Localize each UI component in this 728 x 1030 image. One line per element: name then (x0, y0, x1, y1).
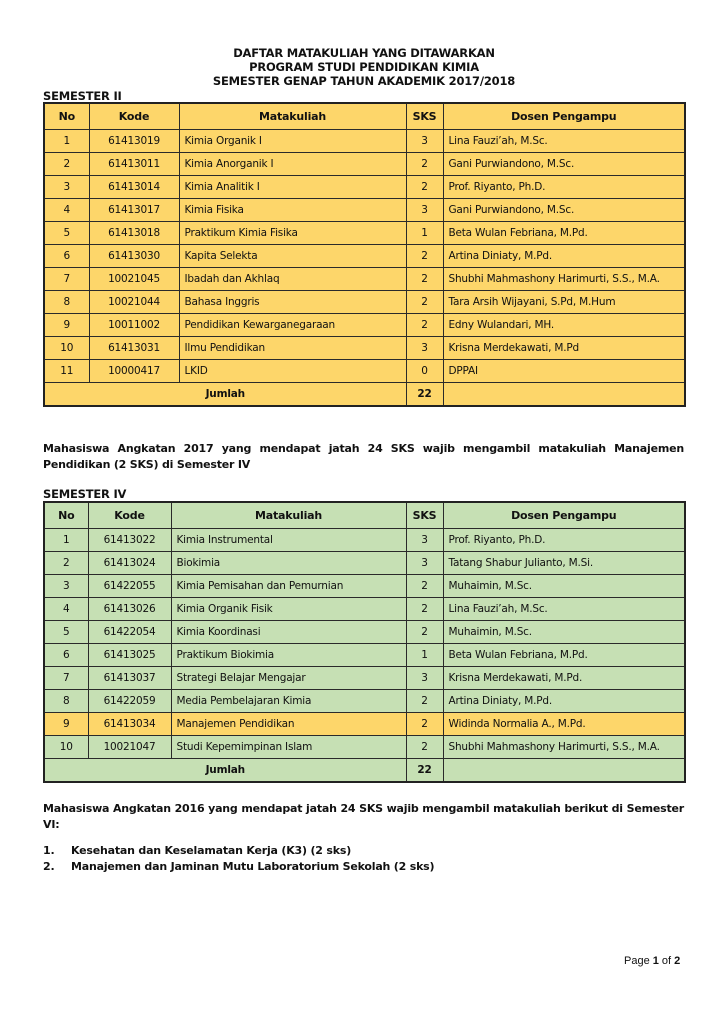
cell-matakuliah: Ibadah dan Akhlaq (179, 268, 406, 291)
cell-dosen: Krisna Merdekawati, M.Pd (443, 337, 685, 360)
cell-sks: 2 (406, 268, 443, 291)
empty-cell (443, 383, 685, 407)
semester-4-label: SEMESTER IV (43, 487, 127, 501)
cell-matakuliah: Kapita Selekta (179, 245, 406, 268)
table-row (44, 644, 685, 667)
cell-dosen: Shubhi Mahmashony Harimurti, S.S., M.A. (443, 736, 685, 759)
cell-kode: 61413034 (88, 713, 171, 736)
col-header-no: No (44, 103, 89, 130)
cell-no: 1 (44, 529, 88, 552)
table-row (44, 314, 685, 337)
cell-dosen: Edny Wulandari, MH. (443, 314, 685, 337)
cell-sks: 2 (406, 245, 443, 268)
cell-matakuliah: Manajemen Pendidikan (171, 713, 406, 736)
cell-sks: 2 (406, 713, 443, 736)
cell-no: 9 (44, 314, 89, 337)
cell-no: 5 (44, 222, 89, 245)
table-row (44, 360, 685, 383)
table-row (44, 690, 685, 713)
cell-matakuliah: Ilmu Pendidikan (179, 337, 406, 360)
cell-kode: 10000417 (89, 360, 179, 383)
current-page: 1 (652, 955, 659, 967)
cell-dosen: Beta Wulan Febriana, M.Pd. (443, 644, 685, 667)
required-courses-list (43, 843, 434, 875)
cell-sks: 3 (406, 529, 443, 552)
cell-dosen: Artina Diniaty, M.Pd. (443, 245, 685, 268)
cell-matakuliah: Biokimia (171, 552, 406, 575)
cell-matakuliah: LKID (179, 360, 406, 383)
cell-no: 3 (44, 176, 89, 199)
cell-sks: 3 (406, 337, 443, 360)
list-number: 1. (43, 844, 55, 857)
table-row (44, 667, 685, 690)
cell-sks: 1 (406, 222, 443, 245)
cell-matakuliah: Studi Kepemimpinan Islam (171, 736, 406, 759)
cell-kode: 61422055 (88, 575, 171, 598)
cell-dosen: DPPAI (443, 360, 685, 383)
title-line-3: SEMESTER GENAP TAHUN AKADEMIK 2017/2018 (212, 74, 516, 88)
cell-dosen: Krisna Merdekawati, M.Pd. (443, 667, 685, 690)
col-header-kode: Kode (88, 502, 171, 529)
cell-kode: 61413014 (89, 176, 179, 199)
cell-matakuliah: Kimia Anorganik I (179, 153, 406, 176)
table-header-row (44, 103, 685, 130)
empty-cell (443, 759, 685, 783)
note-angkatan-2016: Mahasiswa Angkatan 2016 yang mendapat jatah 24 SKS wajib mengambil matakuliah berikut di Semester VI: (43, 802, 684, 831)
col-header-sks: SKS (406, 502, 443, 529)
cell-no: 1 (44, 130, 89, 153)
cell-kode: 61413022 (88, 529, 171, 552)
semester-4-table (43, 501, 686, 783)
table-row (44, 337, 685, 360)
cell-kode: 61413025 (88, 644, 171, 667)
cell-dosen: Prof. Riyanto, Ph.D. (443, 529, 685, 552)
cell-matakuliah: Pendidikan Kewarganegaraan (179, 314, 406, 337)
cell-no: 4 (44, 199, 89, 222)
list-item (43, 843, 434, 859)
cell-dosen: Tatang Shabur Julianto, M.Si. (443, 552, 685, 575)
cell-sks: 2 (406, 291, 443, 314)
cell-sks: 3 (406, 552, 443, 575)
cell-no: 10 (44, 736, 88, 759)
cell-dosen: Shubhi Mahmashony Harimurti, S.S., M.A. (443, 268, 685, 291)
cell-no: 3 (44, 575, 88, 598)
table-row (44, 268, 685, 291)
cell-no: 10 (44, 337, 89, 360)
cell-kode: 61413019 (89, 130, 179, 153)
semester-2-label: SEMESTER II (43, 89, 122, 103)
cell-dosen: Lina Fauzi’ah, M.Sc. (443, 130, 685, 153)
cell-dosen: Gani Purwiandono, M.Sc. (443, 153, 685, 176)
cell-sks: 3 (406, 667, 443, 690)
cell-dosen: Artina Diniaty, M.Pd. (443, 690, 685, 713)
cell-matakuliah: Bahasa Inggris (179, 291, 406, 314)
cell-no: 8 (44, 291, 89, 314)
cell-matakuliah: Kimia Instrumental (171, 529, 406, 552)
table-row (44, 130, 685, 153)
cell-sks: 2 (406, 575, 443, 598)
cell-dosen: Lina Fauzi’ah, M.Sc. (443, 598, 685, 621)
cell-sks: 1 (406, 644, 443, 667)
table-row (44, 291, 685, 314)
cell-sks: 0 (406, 360, 443, 383)
cell-kode: 61413030 (89, 245, 179, 268)
cell-kode: 61422059 (88, 690, 171, 713)
cell-no: 2 (44, 153, 89, 176)
cell-sks: 2 (406, 153, 443, 176)
cell-kode: 10021045 (89, 268, 179, 291)
cell-matakuliah: Media Pembelajaran Kimia (171, 690, 406, 713)
cell-no: 5 (44, 621, 88, 644)
cell-sks: 2 (406, 176, 443, 199)
cell-dosen: Muhaimin, M.Sc. (443, 621, 685, 644)
cell-sks: 2 (406, 690, 443, 713)
col-header-kode: Kode (89, 103, 179, 130)
page-number: Page 1 of 2 (624, 955, 681, 967)
document-title (0, 46, 728, 88)
jumlah-row (44, 383, 685, 407)
total-sks: 22 (406, 759, 443, 783)
jumlah-row (44, 759, 685, 783)
cell-matakuliah: Kimia Pemisahan dan Pemurnian (171, 575, 406, 598)
cell-dosen: Prof. Riyanto, Ph.D. (443, 176, 685, 199)
cell-sks: 2 (406, 598, 443, 621)
cell-matakuliah: Kimia Analitik I (179, 176, 406, 199)
table-row (44, 736, 685, 759)
cell-matakuliah: Kimia Organik Fisik (171, 598, 406, 621)
table-row (44, 713, 685, 736)
cell-no: 4 (44, 598, 88, 621)
cell-dosen: Widinda Normalia A., M.Pd. (443, 713, 685, 736)
cell-kode: 61413037 (88, 667, 171, 690)
cell-dosen: Muhaimin, M.Sc. (443, 575, 685, 598)
col-header-dosen: Dosen Pengampu (443, 502, 685, 529)
cell-matakuliah: Strategi Belajar Mengajar (171, 667, 406, 690)
col-header-matakuliah: Matakuliah (179, 103, 406, 130)
cell-kode: 61413018 (89, 222, 179, 245)
cell-sks: 3 (406, 130, 443, 153)
col-header-no: No (44, 502, 88, 529)
cell-kode: 10021047 (88, 736, 171, 759)
title-line-2: PROGRAM STUDI PENDIDIKAN KIMIA (249, 60, 479, 74)
table-row (44, 529, 685, 552)
table-row (44, 153, 685, 176)
cell-matakuliah: Praktikum Biokimia (171, 644, 406, 667)
total-pages: 2 (674, 955, 681, 967)
cell-dosen: Beta Wulan Febriana, M.Pd. (443, 222, 685, 245)
cell-sks: 3 (406, 199, 443, 222)
cell-kode: 61413017 (89, 199, 179, 222)
semester-2-table (43, 102, 686, 407)
cell-dosen: Tara Arsih Wijayani, S.Pd, M.Hum (443, 291, 685, 314)
cell-no: 7 (44, 268, 89, 291)
list-number: 2. (43, 860, 55, 873)
cell-matakuliah: Praktikum Kimia Fisika (179, 222, 406, 245)
title-line-1: DAFTAR MATAKULIAH YANG DITAWARKAN (233, 46, 495, 60)
list-item (43, 859, 434, 875)
table-row (44, 199, 685, 222)
cell-kode: 61413031 (89, 337, 179, 360)
cell-kode: 61413026 (88, 598, 171, 621)
cell-kode: 61413024 (88, 552, 171, 575)
cell-matakuliah: Kimia Koordinasi (171, 621, 406, 644)
cell-sks: 2 (406, 621, 443, 644)
jumlah-label: Jumlah (44, 759, 406, 783)
cell-no: 7 (44, 667, 88, 690)
col-header-sks: SKS (406, 103, 443, 130)
col-header-dosen: Dosen Pengampu (443, 103, 685, 130)
cell-no: 6 (44, 245, 89, 268)
cell-no: 8 (44, 690, 88, 713)
cell-matakuliah: Kimia Fisika (179, 199, 406, 222)
list-text: Manajemen dan Jaminan Mutu Laboratorium Sekolah (2 sks) (71, 860, 435, 873)
table-row (44, 598, 685, 621)
cell-no: 2 (44, 552, 88, 575)
table-row (44, 222, 685, 245)
table-row (44, 621, 685, 644)
note-angkatan-2017: Mahasiswa Angkatan 2017 yang mendapat jatah 24 SKS wajib mengambil matakuliah Manajemen Pendidikan (2 SKS) di Semester IV (43, 442, 684, 471)
jumlah-label: Jumlah (44, 383, 406, 407)
table-row (44, 176, 685, 199)
cell-sks: 2 (406, 736, 443, 759)
cell-kode: 61422054 (88, 621, 171, 644)
cell-sks: 2 (406, 314, 443, 337)
cell-kode: 61413011 (89, 153, 179, 176)
cell-no: 9 (44, 713, 88, 736)
table-row (44, 575, 685, 598)
cell-kode: 10021044 (89, 291, 179, 314)
table-row (44, 552, 685, 575)
cell-no: 6 (44, 644, 88, 667)
table-row (44, 245, 685, 268)
total-sks: 22 (406, 383, 443, 407)
cell-kode: 10011002 (89, 314, 179, 337)
table-header-row (44, 502, 685, 529)
cell-matakuliah: Kimia Organik I (179, 130, 406, 153)
list-text: Kesehatan dan Keselamatan Kerja (K3) (2 sks) (71, 844, 352, 857)
cell-dosen: Gani Purwiandono, M.Sc. (443, 199, 685, 222)
cell-no: 11 (44, 360, 89, 383)
col-header-matakuliah: Matakuliah (171, 502, 406, 529)
